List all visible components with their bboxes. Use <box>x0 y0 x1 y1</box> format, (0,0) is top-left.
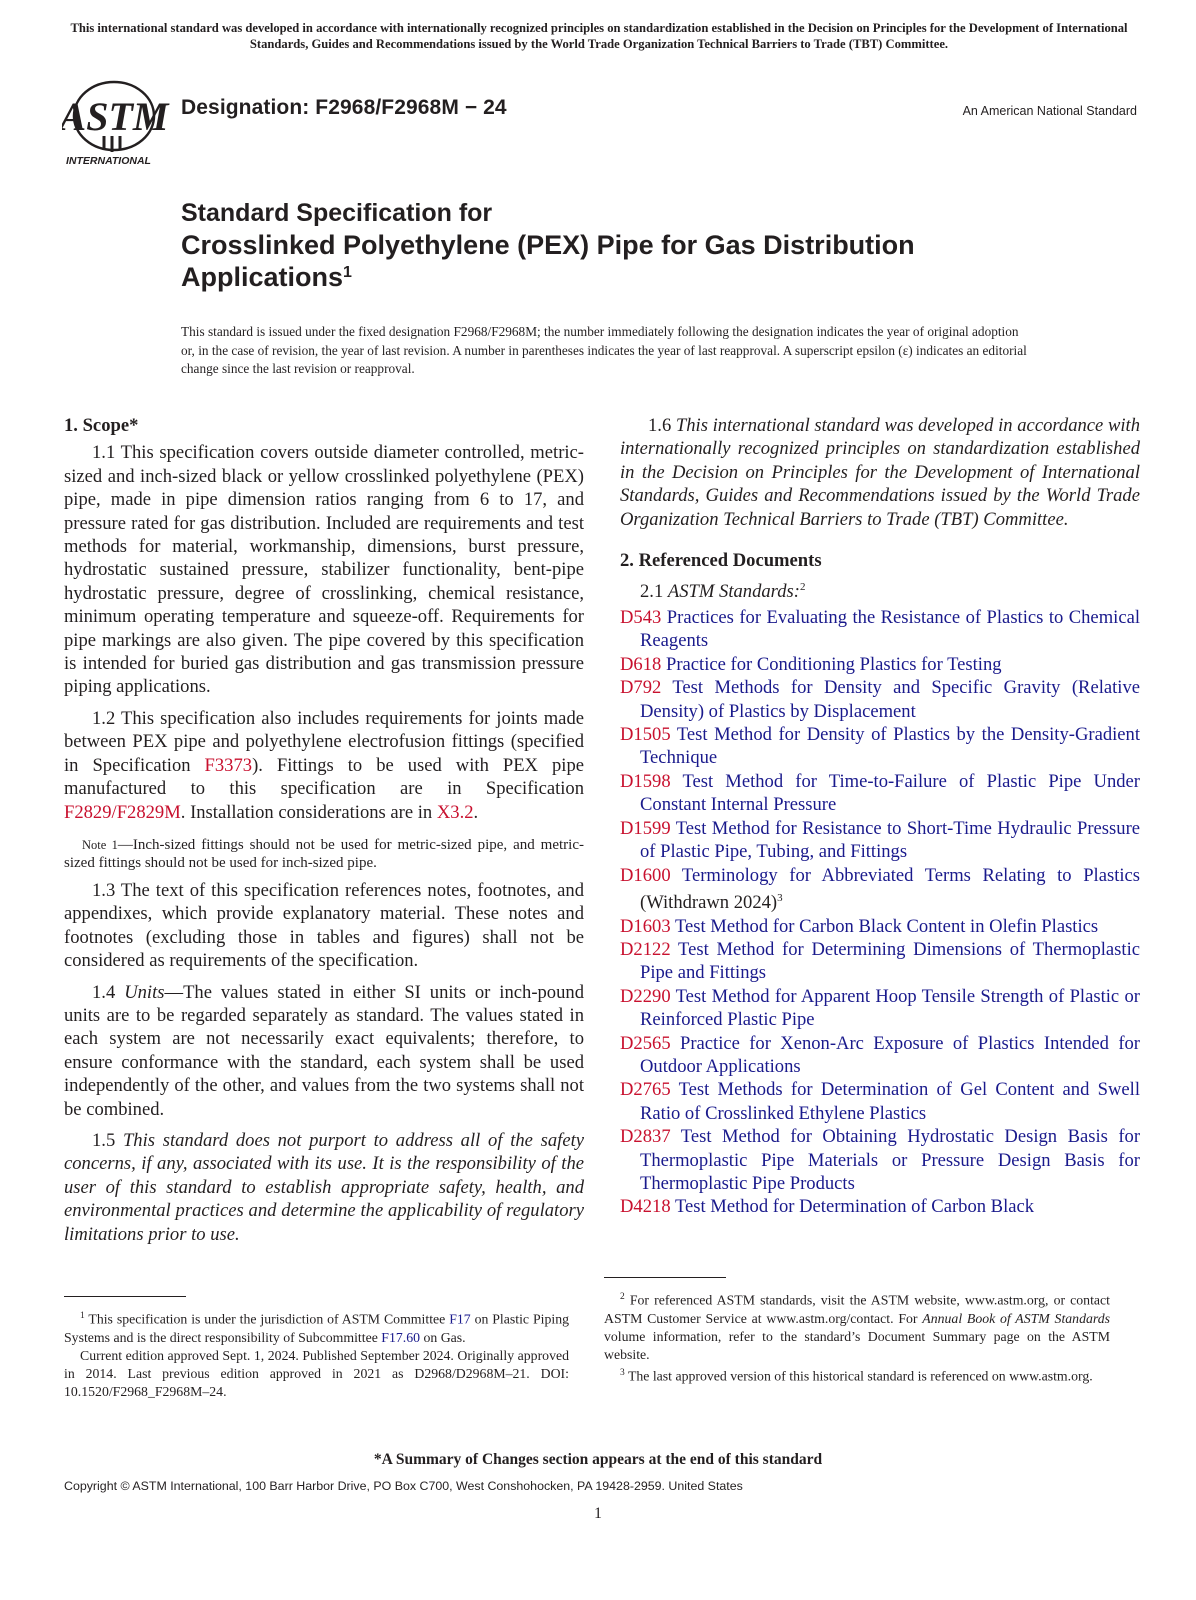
link-f17-60[interactable]: F17.60 <box>381 1329 421 1345</box>
reference-code-link[interactable]: D1603 <box>620 915 671 937</box>
reference-title-link[interactable]: Test Method for Time-to-Failure of Plastic Pipe Under Constant Internal Pressure <box>640 770 1140 816</box>
link-f2829[interactable]: F2829/F2829M <box>64 801 181 823</box>
reference-item <box>620 653 1140 676</box>
reference-title-link[interactable]: Terminology for Abbreviated Terms Relating to Plastics <box>681 864 1141 886</box>
left-column <box>64 414 584 1246</box>
reference-code-link[interactable]: D2122 <box>620 938 671 960</box>
reference-title-link[interactable]: Practices for Evaluating the Resistance of Plastics to Chemical Reagents <box>640 607 1140 652</box>
link-f17[interactable]: F17 <box>449 1311 471 1327</box>
link-x3-2[interactable]: X3.2 <box>436 801 474 823</box>
reference-title-link[interactable]: Test Method for Density of Plastics by the Density-Gradient Technique <box>640 724 1141 769</box>
reference-item <box>620 1195 1140 1218</box>
scope-heading: 1. Scope* <box>64 415 139 436</box>
footnote-rule-right <box>604 1277 726 1278</box>
reference-item <box>620 985 1140 1032</box>
note-1: Note 1—Inch-sized fittings should not be used for metric-sized pipe, and metric-sized fittings should not be used for inch-sized pipe. <box>64 836 584 872</box>
astm-logo-icon <box>62 78 170 168</box>
section-1-2: 1.2 This specification also includes requirements for joints made between PEX pipe and polyethylene electrofusion fittings (specified in Specification F3373). Fittings to be used with PEX pipe manufactured to this specification are in Specification F2829/F2829M. Installation considerations are in X3.2. <box>64 707 584 823</box>
reference-item <box>620 1032 1140 1079</box>
section-1-6: 1.6 This international standard was developed in accordance with internationally recognized principles on standardization established in the Decision on Principles for the Development of International Standards, Guides and Recommendations issued by the World Trade Organization Technical Barriers to Trade (TBT) Committee. <box>620 415 1141 530</box>
reference-code-link[interactable]: D1505 <box>620 724 671 746</box>
svg-text:ASTM: ASTM <box>62 94 169 139</box>
section-1-3: 1.3 The text of this specification references notes, footnotes, and appendixes, which provide explanatory material. These notes and footnotes (excluding those in tables and figures) shall not be considered as requirements of the specification. <box>64 879 584 972</box>
reference-code-link[interactable]: D792 <box>620 677 662 699</box>
reference-code-link[interactable]: D2765 <box>620 1079 671 1101</box>
reference-list <box>620 606 1140 1219</box>
reference-withdrawn-note: (Withdrawn 2024) <box>640 892 778 914</box>
top-notice: This international standard was developed in accordance with internationally recognized principles on standardization established in the Decision on Principles for the Development of International Standards, Guides and Recommendations issued by the World Trade Organization Technical Barriers to Trade (TBT) Committee. <box>70 21 1128 51</box>
designation: Designation: F2968/F2968M − 24 <box>181 96 507 119</box>
footnote-rule-left <box>64 1296 186 1297</box>
section-1-5: 1.5 This standard does not purport to address all of the safety concerns, if any, associated with its use. It is the responsibility of the user of this standard to establish appropriate safety, health, and environmental practices and determine the applicability of regulatory limitations prior to use. <box>64 1129 584 1245</box>
title-footnote-mark: 1 <box>343 264 352 281</box>
copyright-line: Copyright © ASTM International, 100 Barr Harbor Drive, PO Box C700, West Conshohocken, PA 19428-2959. United States <box>64 1479 743 1493</box>
footnote-2-3: $^2$ For referenced ASTM standards, visit the ASTM website, www.astm.org, or contact ASTM Customer Service at www.astm.org/contact. For Annual Book of ASTM Standards volume information, refer to the standard’s Document Summary page on the ASTM website. $^3$ The last approved version of this historical standard is referenced on www.astm.org. <box>604 1292 1110 1384</box>
reference-code-link[interactable]: D2837 <box>620 1126 671 1148</box>
reference-item <box>620 817 1140 864</box>
reference-code-link[interactable]: D618 <box>620 653 662 675</box>
title-line-3: Applications$^1$ <box>181 262 352 292</box>
astm-standards-intro: 2.1 ASTM Standards:$^2$ <box>640 581 806 603</box>
reference-title-link[interactable]: Practice for Conditioning Plastics for Testing <box>665 653 1002 675</box>
reference-item <box>620 723 1140 770</box>
page-number: 1 <box>594 1505 602 1522</box>
american-national-standard-label: An American National Standard <box>962 104 1137 118</box>
reference-title-link[interactable]: Test Method for Resistance to Short-Time Hydraulic Pressure of Plastic Pipe, Tubing, and Fittings <box>640 817 1141 863</box>
reference-item <box>620 770 1140 817</box>
issue-note: This standard is issued under the fixed designation F2968/F2968M; the number immediately following the designation indicates the year of original adoption or, in the case of revision, the year of last revision. A number in parentheses indicates the year of last reapproval. A superscript epsilon (ε) indicates an editorial change since the last revision or reapproval. <box>181 324 1027 376</box>
reference-item <box>620 1125 1140 1195</box>
reference-item <box>620 1078 1140 1125</box>
reference-title-link[interactable]: Practice for Xenon-Arc Exposure of Plastics Intended for Outdoor Applications <box>640 1032 1140 1077</box>
reference-title-link[interactable]: Test Method for Carbon Black Content in Olefin Plastics <box>674 915 1099 937</box>
reference-code-link[interactable]: D1600 <box>620 864 671 886</box>
reference-title-link[interactable]: Test Method for Apparent Hoop Tensile Strength of Plastic or Reinforced Plastic Pipe <box>640 985 1140 1031</box>
reference-title-link[interactable]: Test Method for Determination of Carbon Black <box>674 1196 1035 1218</box>
document-title <box>181 197 1061 293</box>
reference-title-link[interactable]: Test Method for Determining Dimensions of Thermoplastic Pipe and Fittings <box>640 938 1141 984</box>
reference-code-link[interactable]: D4218 <box>620 1196 671 1218</box>
reference-item <box>620 676 1140 723</box>
reference-code-link[interactable]: D2290 <box>620 985 671 1007</box>
footnote-1: $^1$ This specification is under the jurisdiction of ASTM Committee F17 on Plastic Piping Systems and is the direct responsibility of Subcommittee F17.60 on Gas. Current edition approved Sept. 1, 2024. Published September 2024. Originally approved in 2014. Last previous edition approved in 2021 as D2968/D2968M–21. DOI: 10.1520/F2968_F2968M–24. <box>64 1311 569 1400</box>
referenced-documents-heading: 2. Referenced Documents <box>620 550 822 572</box>
section-1-1: 1.1 This specification covers outside diameter controlled, metric-sized and inch-sized black or yellow crosslinked polyethylene (PEX) pipe, made in pipe dimension ratios ranging from 6 to 17, and pressure rated for gas distribution. Included are requirements and test methods for material, workmanship, dimensions, burst pressure, hydrostatic sustained pressure, stabilizer functionality, bent-pipe hydrostatic pressure, degree of crosslinking, chemical resistance, minimum operating temperature and squeeze-off. Requirements for pipe markings are also given. The pipe covered by this specification is intended for buried gas distribution and gas transmission pressure piping applications. <box>64 442 584 698</box>
reference-footnote-mark: 3 <box>777 891 783 904</box>
reference-title-link[interactable]: Test Method for Obtaining Hydrostatic Design Basis for Thermoplastic Pipe Materials or Pressure Design Basis for Thermoplastic Pipe Products <box>640 1126 1141 1194</box>
reference-item <box>620 606 1140 653</box>
astm-logo <box>62 78 170 168</box>
reference-title-link[interactable]: Test Methods for Determination of Gel Content and Swell Ratio of Crosslinked Ethylene Plastics <box>640 1079 1141 1124</box>
title-line-1: Standard Specification for <box>181 199 493 227</box>
reference-code-link[interactable]: D543 <box>620 607 662 629</box>
section-1-4: 1.4 Units—The values stated in either SI units or inch-pound units are to be regarded separately as standard. The values stated in each system are not necessarily exact equivalents; therefore, to ensure conformance with the standard, each system shall be used independently of the other, and values from the two systems shall not be combined. <box>64 981 584 1120</box>
reference-item <box>620 938 1140 985</box>
summary-of-changes-note: *A Summary of Changes section appears at the end of this standard <box>373 1451 823 1468</box>
link-f3373[interactable]: F3373 <box>204 754 253 776</box>
reference-item <box>620 864 1140 915</box>
reference-code-link[interactable]: D1598 <box>620 770 671 792</box>
title-line-2: Crosslinked Polyethylene (PEX) Pipe for Gas Distribution <box>181 230 915 260</box>
reference-title-link[interactable]: Test Methods for Density and Specific Gravity (Relative Density) of Plastics by Displacement <box>640 677 1140 722</box>
reference-item <box>620 915 1140 938</box>
reference-code-link[interactable]: D2565 <box>620 1032 671 1054</box>
reference-code-link[interactable]: D1599 <box>620 817 671 839</box>
right-column <box>620 414 1140 1219</box>
svg-text:INTERNATIONAL: INTERNATIONAL <box>66 155 151 167</box>
